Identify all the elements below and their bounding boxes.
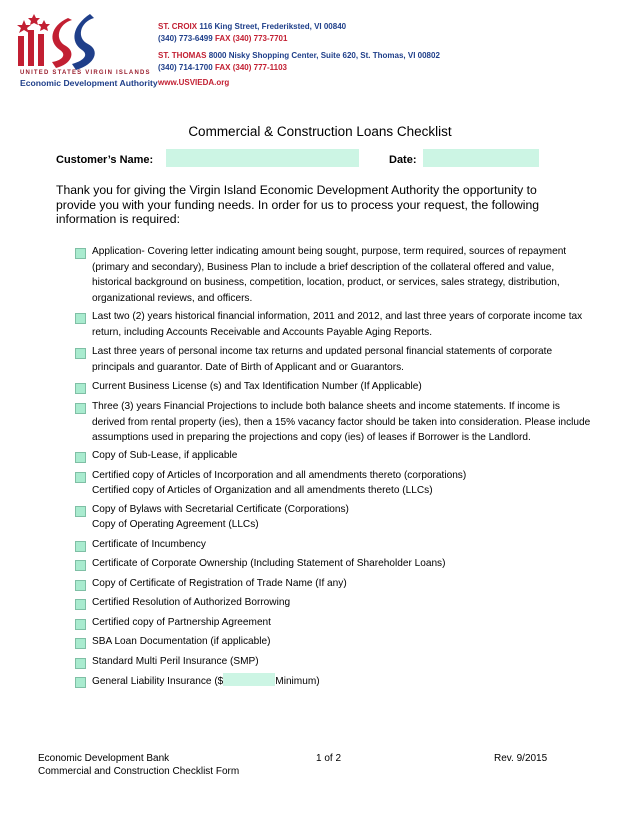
checklist-item: Certificate of Corporate Ownership (Including Statement of Shareholder Loans) (92, 558, 446, 569)
liability-amount-field[interactable] (223, 673, 275, 686)
checkbox-liability-insurance[interactable] (75, 677, 86, 688)
checkbox-business-license[interactable] (75, 383, 86, 394)
checklist-item: Standard Multi Peril Insurance (SMP) (92, 656, 259, 667)
checkbox-trade-name[interactable] (75, 580, 86, 591)
checkbox-bylaws[interactable] (75, 506, 86, 517)
checklist-item: Three (3) years Financial Projections to include both balance sheets and income statements. If income is derived from rental property (ies), then a 15% vacancy factor should be taken into consideration. Please include assumptions used in preparing the projections and copy (ies) of leases if Borrower is the Landlord. (92, 401, 591, 443)
date-label: Date: (389, 154, 417, 166)
checkbox-articles[interactable] (75, 472, 86, 483)
checkbox-application[interactable] (75, 248, 86, 259)
checklist-item: Copy of Bylaws with Secretarial Certificate (Corporations) (92, 504, 349, 515)
checklist-item: Certified copy of Articles of Organization and all amendments thereto (LLCs) (92, 485, 433, 496)
checkbox-resolution[interactable] (75, 599, 86, 610)
checklist-item: Copy of Certificate of Registration of Trade Name (If any) (92, 578, 347, 589)
checkbox-sub-lease[interactable] (75, 452, 86, 463)
website-link[interactable]: www.USVIEDA.org (158, 78, 230, 87)
checklist-item: Last three years of personal income tax returns and updated personal financial statements of corporate principals and guarantor. Date of Birth of Applicant and or Guarantors. (92, 346, 553, 373)
checklist-item: Application- Covering letter indicating amount being sought, purpose, term required, sources of repayment (primary and secondary), Business Plan to include a brief description of the collateral offered and value, historical background on business, competition, location, product, or services, sales strategy, distribution, organizational reviews, and officers. (92, 246, 567, 304)
checklist-item: Copy of Operating Agreement (LLCs) (92, 519, 259, 530)
checklist-item: Certified copy of Articles of Incorporation and all amendments thereto (corporations) (92, 470, 467, 481)
stthomas-address: ST. THOMAS 8000 Nisky Shopping Center, Suite 620, St. Thomas, VI 00802 (158, 51, 440, 60)
stcroix-address: ST. CROIX 116 King Street, Frederiksted, VI 00840 (158, 22, 347, 31)
checklist-item: Copy of Sub-Lease, if applicable (92, 450, 238, 461)
date-field[interactable] (423, 149, 539, 167)
checkbox-partnership[interactable] (75, 619, 86, 630)
logo-tagline-territory: UNITED STATES VIRGIN ISLANDS (20, 70, 151, 76)
page-number: 1 of 2 (316, 753, 342, 764)
checklist-item: Certificate of Incumbency (92, 539, 206, 550)
checkbox-sba-docs[interactable] (75, 638, 86, 649)
checklist-item: Certified copy of Partnership Agreement (92, 617, 271, 628)
checkbox-personal-tax-returns[interactable] (75, 348, 86, 359)
checkbox-corporate-ownership[interactable] (75, 560, 86, 571)
revision-label: Rev. 9/2015 (494, 753, 548, 764)
stthomas-phone: (340) 714-1700 FAX (340) 777-1103 (158, 63, 287, 72)
page-title: Commercial & Construction Loans Checklist (188, 124, 452, 139)
checkbox-smp-insurance[interactable] (75, 658, 86, 669)
customer-name-label: Customer’s Name: (56, 154, 154, 166)
checklist-item: Certified Resolution of Authorized Borrowing (92, 597, 291, 608)
checklist-item: General Liability Insurance ($ Minimum) (92, 673, 592, 690)
logo-tagline-authority: Economic Development Authority (20, 78, 158, 88)
customer-name-field[interactable] (166, 149, 359, 167)
intro-paragraph: Thank you for giving the Virgin Island Economic Development Authority the opportunity to provide you with your funding needs. In order for us to process your request, the following information is required: (56, 183, 540, 226)
checkbox-incumbency[interactable] (75, 541, 86, 552)
stcroix-phone: (340) 773-6499 FAX (340) 773-7701 (158, 34, 288, 43)
checklist-item: SBA Loan Documentation (if applicable) (92, 636, 271, 647)
checkbox-financial-history[interactable] (75, 313, 86, 324)
checkbox-financial-projections[interactable] (75, 403, 86, 414)
footer-left: Economic Development Bank Commercial and Construction Checklist Form (38, 753, 240, 777)
checklist-item: Last two (2) years historical financial information, 2011 and 2012, and last three years of corporate income tax return, including Accounts Receivable and Accounts Payable Aging Reports. (92, 311, 583, 338)
checklist-item: Current Business License (s) and Tax Identification Number (If Applicable) (92, 381, 422, 392)
